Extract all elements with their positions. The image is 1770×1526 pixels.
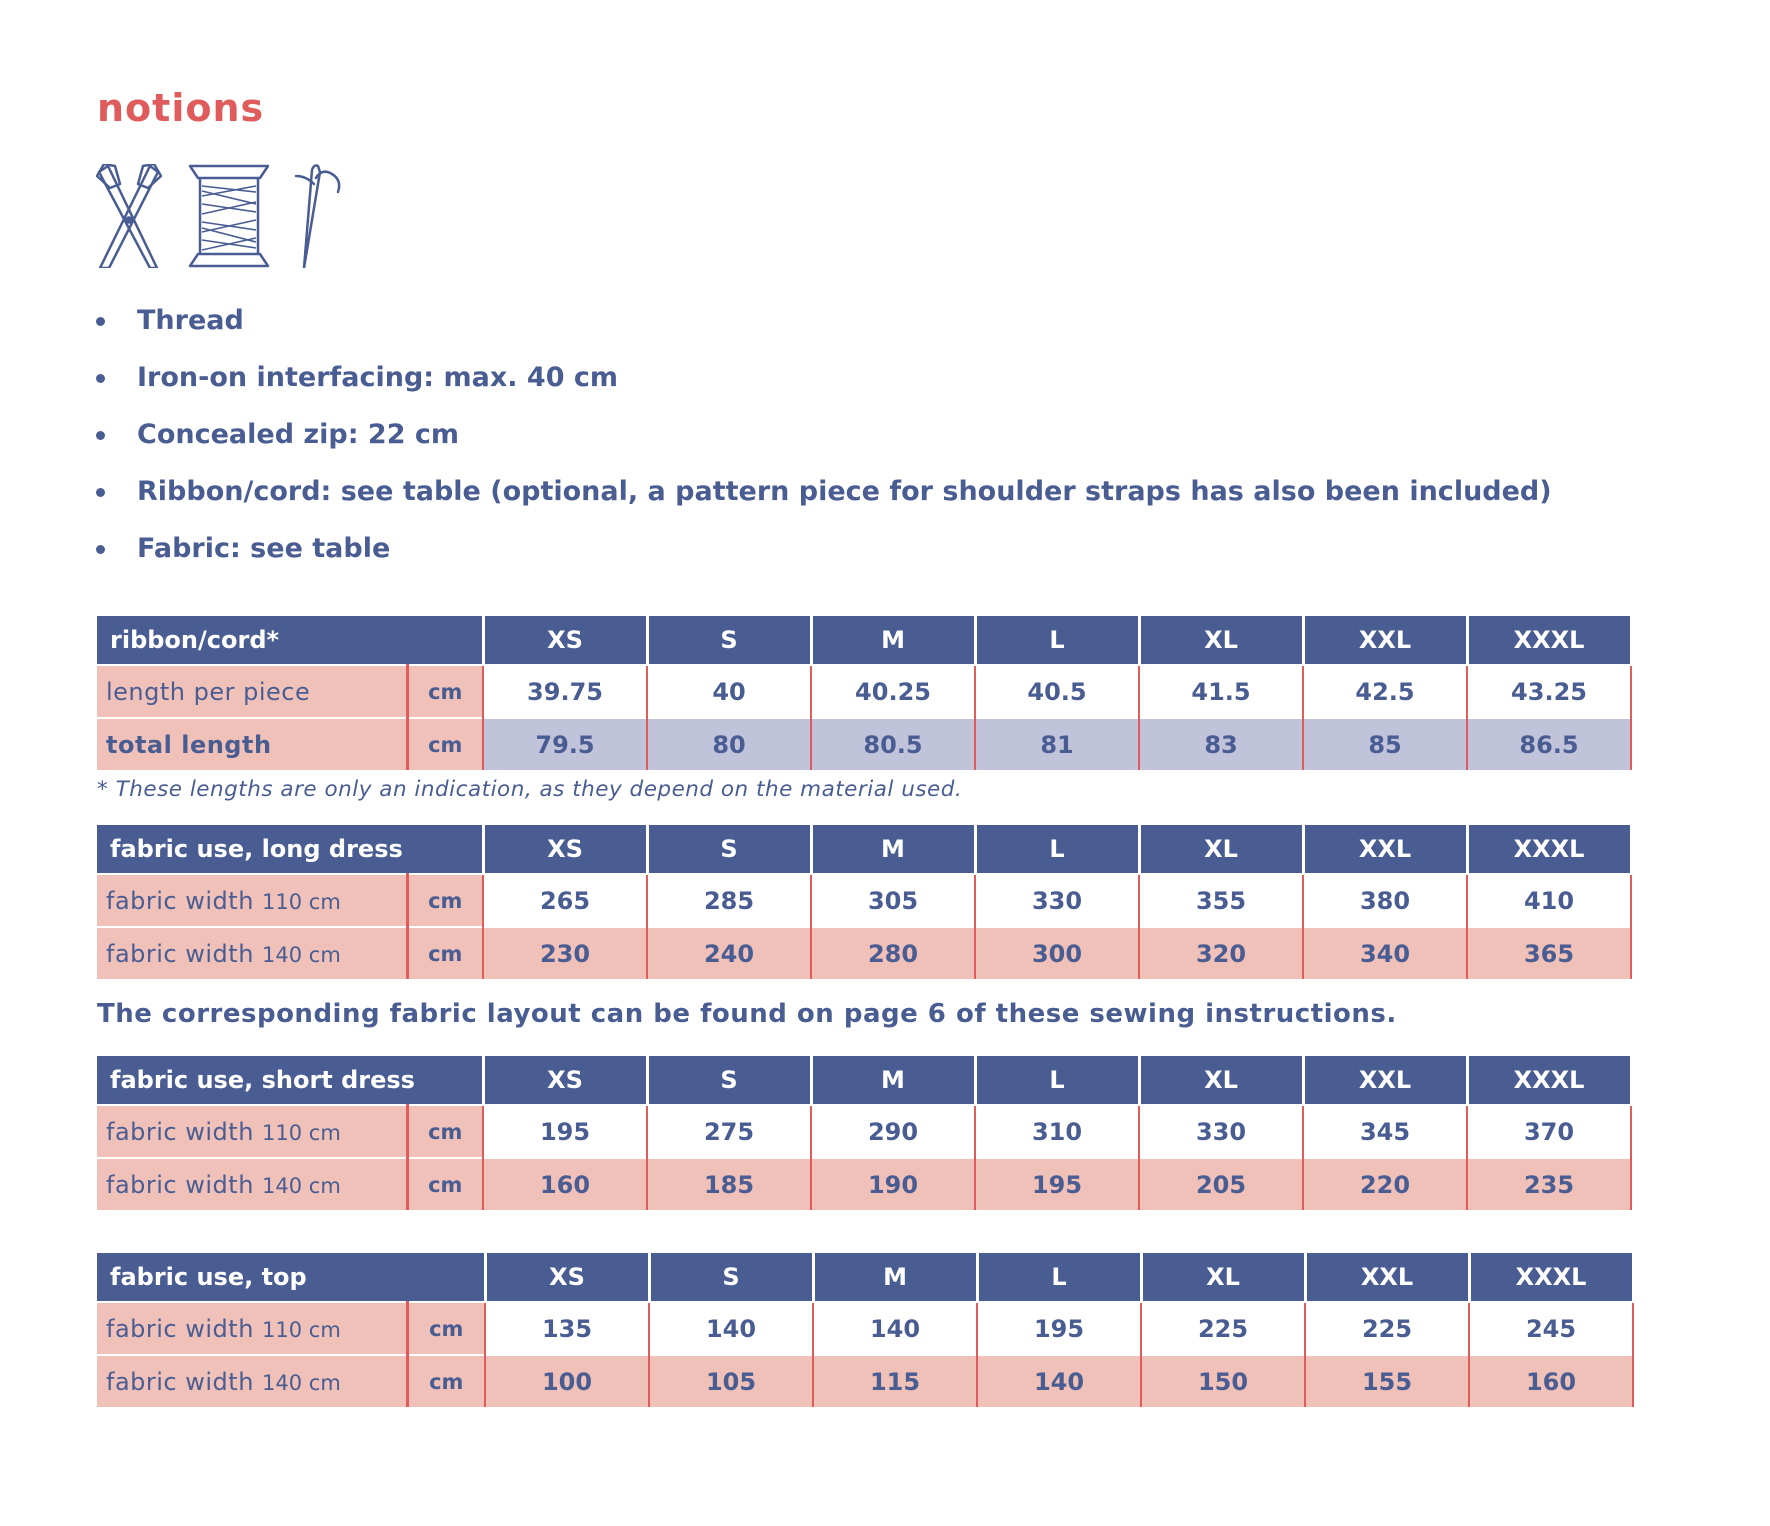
size-header: XS <box>483 825 647 874</box>
value-cell: 40.5 <box>975 665 1139 718</box>
table-row <box>97 1158 1631 1210</box>
row-label: fabric width 110 cm <box>97 1302 407 1355</box>
table-row <box>97 718 1631 770</box>
value-cell: 320 <box>1139 927 1303 979</box>
value-cell: 160 <box>483 1158 647 1210</box>
value-cell: 205 <box>1139 1158 1303 1210</box>
value-cell: 135 <box>485 1302 649 1355</box>
value-cell: 380 <box>1303 874 1467 927</box>
size-header: XL <box>1139 1056 1303 1105</box>
size-header: XL <box>1139 825 1303 874</box>
size-header: XXL <box>1303 1056 1467 1105</box>
size-header: S <box>647 825 811 874</box>
value-cell: 240 <box>647 927 811 979</box>
unit-cell: cm <box>407 1105 483 1158</box>
size-header: XXXL <box>1467 825 1631 874</box>
value-cell: 40 <box>647 665 811 718</box>
table-header-row <box>97 616 1631 665</box>
size-header: XXXL <box>1467 616 1631 665</box>
value-cell: 140 <box>977 1355 1141 1407</box>
value-cell: 310 <box>975 1105 1139 1158</box>
value-cell: 220 <box>1303 1158 1467 1210</box>
size-header: L <box>977 1253 1141 1302</box>
size-header: XS <box>483 616 647 665</box>
value-cell: 330 <box>975 874 1139 927</box>
unit-cell: cm <box>407 1302 485 1355</box>
value-cell: 105 <box>649 1355 813 1407</box>
value-cell: 195 <box>977 1302 1141 1355</box>
size-header: M <box>813 1253 977 1302</box>
value-cell: 365 <box>1467 927 1631 979</box>
value-cell: 83 <box>1139 718 1303 770</box>
list-item: Concealed zip: 22 cm <box>96 420 1552 477</box>
table-title: fabric use, short dress <box>97 1056 483 1105</box>
size-header: L <box>975 825 1139 874</box>
value-cell: 79.5 <box>483 718 647 770</box>
scissors-icon <box>96 164 162 268</box>
table-title: fabric use, long dress <box>97 825 483 874</box>
value-cell: 115 <box>813 1355 977 1407</box>
value-cell: 86.5 <box>1467 718 1631 770</box>
value-cell: 330 <box>1139 1105 1303 1158</box>
value-cell: 81 <box>975 718 1139 770</box>
row-label: total length <box>97 718 407 770</box>
size-header: M <box>811 1056 975 1105</box>
table-row <box>97 1105 1631 1158</box>
notions-list <box>96 306 1552 591</box>
needle-icon <box>292 164 344 268</box>
notions-icons <box>96 164 356 270</box>
unit-cell: cm <box>407 927 483 979</box>
value-cell: 160 <box>1469 1355 1633 1407</box>
value-cell: 155 <box>1305 1355 1469 1407</box>
size-header: L <box>975 616 1139 665</box>
unit-cell: cm <box>407 874 483 927</box>
table-row <box>97 665 1631 718</box>
table-row <box>97 1302 1633 1355</box>
value-cell: 43.25 <box>1467 665 1631 718</box>
row-label: length per piece <box>97 665 407 718</box>
unit-cell: cm <box>407 665 483 718</box>
value-cell: 410 <box>1467 874 1631 927</box>
size-header: XXXL <box>1469 1253 1633 1302</box>
row-label: fabric width 140 cm <box>97 1158 407 1210</box>
value-cell: 190 <box>811 1158 975 1210</box>
value-cell: 300 <box>975 927 1139 979</box>
value-cell: 39.75 <box>483 665 647 718</box>
value-cell: 195 <box>483 1105 647 1158</box>
value-cell: 290 <box>811 1105 975 1158</box>
table-header-row <box>97 1056 1631 1105</box>
size-header: L <box>975 1056 1139 1105</box>
value-cell: 225 <box>1305 1302 1469 1355</box>
row-label: fabric width 140 cm <box>97 927 407 979</box>
value-cell: 280 <box>811 927 975 979</box>
value-cell: 345 <box>1303 1105 1467 1158</box>
value-cell: 225 <box>1141 1302 1305 1355</box>
size-header: S <box>647 1056 811 1105</box>
value-cell: 100 <box>485 1355 649 1407</box>
table-header-row <box>97 825 1631 874</box>
list-item: Ribbon/cord: see table (optional, a pattern piece for shoulder straps has also been included) <box>96 477 1552 534</box>
bullet-icon <box>96 545 105 554</box>
short-dress-table <box>97 1056 1633 1210</box>
unit-cell: cm <box>407 1355 485 1407</box>
unit-cell: cm <box>407 1158 483 1210</box>
size-header: XL <box>1139 616 1303 665</box>
size-header: XXXL <box>1467 1056 1631 1105</box>
value-cell: 150 <box>1141 1355 1305 1407</box>
bullet-icon <box>96 431 105 440</box>
size-header: XS <box>483 1056 647 1105</box>
bullet-icon <box>96 317 105 326</box>
value-cell: 245 <box>1469 1302 1633 1355</box>
value-cell: 40.25 <box>811 665 975 718</box>
list-item: Fabric: see table <box>96 534 1552 591</box>
value-cell: 340 <box>1303 927 1467 979</box>
value-cell: 42.5 <box>1303 665 1467 718</box>
value-cell: 80 <box>647 718 811 770</box>
value-cell: 140 <box>649 1302 813 1355</box>
row-label: fabric width 140 cm <box>97 1355 407 1407</box>
bullet-icon <box>96 488 105 497</box>
thread-spool-icon <box>188 164 270 268</box>
value-cell: 285 <box>647 874 811 927</box>
size-header: M <box>811 825 975 874</box>
value-cell: 185 <box>647 1158 811 1210</box>
list-item: Iron-on interfacing: max. 40 cm <box>96 363 1552 420</box>
value-cell: 85 <box>1303 718 1467 770</box>
value-cell: 235 <box>1467 1158 1631 1210</box>
section-title: notions <box>97 86 265 130</box>
fabric-layout-note: The corresponding fabric layout can be found on page 6 of these sewing instructions. <box>97 999 1397 1029</box>
table-row <box>97 1355 1633 1407</box>
long-dress-table <box>97 825 1633 979</box>
value-cell: 275 <box>647 1105 811 1158</box>
value-cell: 80.5 <box>811 718 975 770</box>
size-header: XS <box>485 1253 649 1302</box>
table-title: ribbon/cord* <box>97 616 483 665</box>
bullet-icon <box>96 374 105 383</box>
value-cell: 370 <box>1467 1105 1631 1158</box>
size-header: XL <box>1141 1253 1305 1302</box>
size-header: S <box>649 1253 813 1302</box>
size-header: M <box>811 616 975 665</box>
top-table <box>97 1253 1635 1407</box>
table-row <box>97 874 1631 927</box>
table-title: fabric use, top <box>97 1253 485 1302</box>
row-label: fabric width 110 cm <box>97 874 407 927</box>
ribbon-cord-table <box>97 616 1633 770</box>
size-header: XXL <box>1303 616 1467 665</box>
table-row <box>97 927 1631 979</box>
value-cell: 305 <box>811 874 975 927</box>
size-header: XXL <box>1303 825 1467 874</box>
unit-cell: cm <box>407 718 483 770</box>
value-cell: 265 <box>483 874 647 927</box>
row-label: fabric width 110 cm <box>97 1105 407 1158</box>
list-item: Thread <box>96 306 1552 363</box>
size-header: XXL <box>1305 1253 1469 1302</box>
value-cell: 230 <box>483 927 647 979</box>
size-header: S <box>647 616 811 665</box>
ribbon-footnote: * These lengths are only an indication, as they depend on the material used. <box>97 777 963 802</box>
table-header-row <box>97 1253 1633 1302</box>
value-cell: 140 <box>813 1302 977 1355</box>
value-cell: 195 <box>975 1158 1139 1210</box>
value-cell: 41.5 <box>1139 665 1303 718</box>
value-cell: 355 <box>1139 874 1303 927</box>
